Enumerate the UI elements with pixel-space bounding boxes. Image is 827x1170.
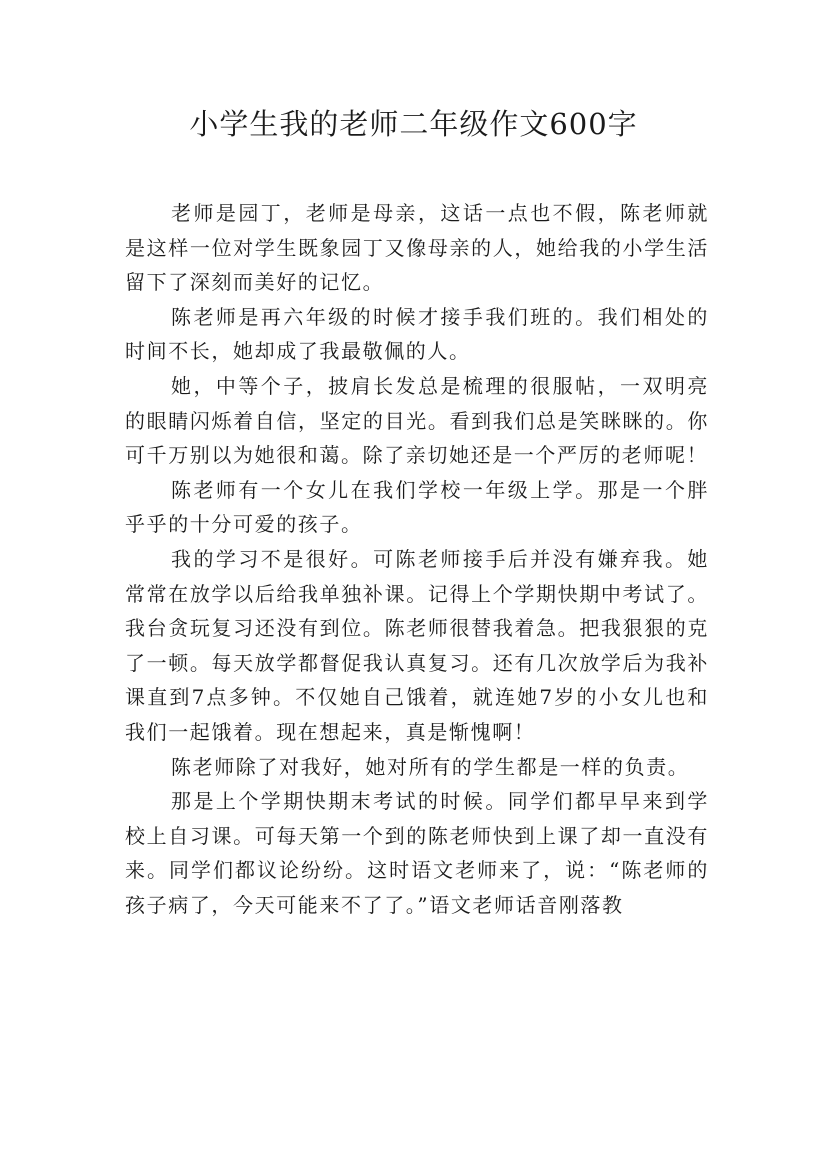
paragraph: 老师是园丁，老师是母亲，这话一点也不假，陈老师就是这样一位对学生既象园丁又像母亲的人，她给我的小学生活留下了深刻而美好的记忆。	[125, 201, 709, 295]
paragraph: 陈老师有一个女儿在我们学校一年级上学。那是一个胖乎乎的十分可爱的孩子。	[125, 477, 709, 537]
paragraph: 我的学习不是很好。可陈老师接手后并没有嫌弃我。她常常在放学以后给我单独补课。记得上个学期快期中考试了。我台贪玩复习还没有到位。陈老师很替我着急。把我狠狠的克了一顿。每天放学都督促我认真复习。还有几次放学后为我补课直到7点多钟。不仅她自己饿着，就连她7岁的小女儿也和我们一起饿着。现在想起来，真是惭愧啊！	[125, 546, 709, 744]
essay-body	[125, 196, 709, 922]
paragraph: 她，中等个子，披肩长发总是梳理的很服帖，一双明亮的眼睛闪烁着自信，坚定的目光。看到我们总是笑眯眯的。你可千万别以为她很和蔼。除了亲切她还是一个严厉的老师呢！	[125, 373, 709, 468]
paragraph: 陈老师是再六年级的时候才接手我们班的。我们相处的时间不长，她却成了我最敬佩的人。	[125, 304, 709, 364]
paragraph: 陈老师除了对我好，她对所有的学生都是一样的负责。	[171, 754, 690, 779]
paragraph: 那是上个学期快期末考试的时候。同学们都早早来到学校上自习课。可每天第一个到的陈老师快到上课了却一直没有来。同学们都议论纷纷。这时语文老师来了，说：“陈老师的孩子病了，今天可能来不了了。”语文老师话音刚落教	[125, 789, 709, 917]
page-title: 小学生我的老师二年级作文600字	[189, 107, 638, 141]
